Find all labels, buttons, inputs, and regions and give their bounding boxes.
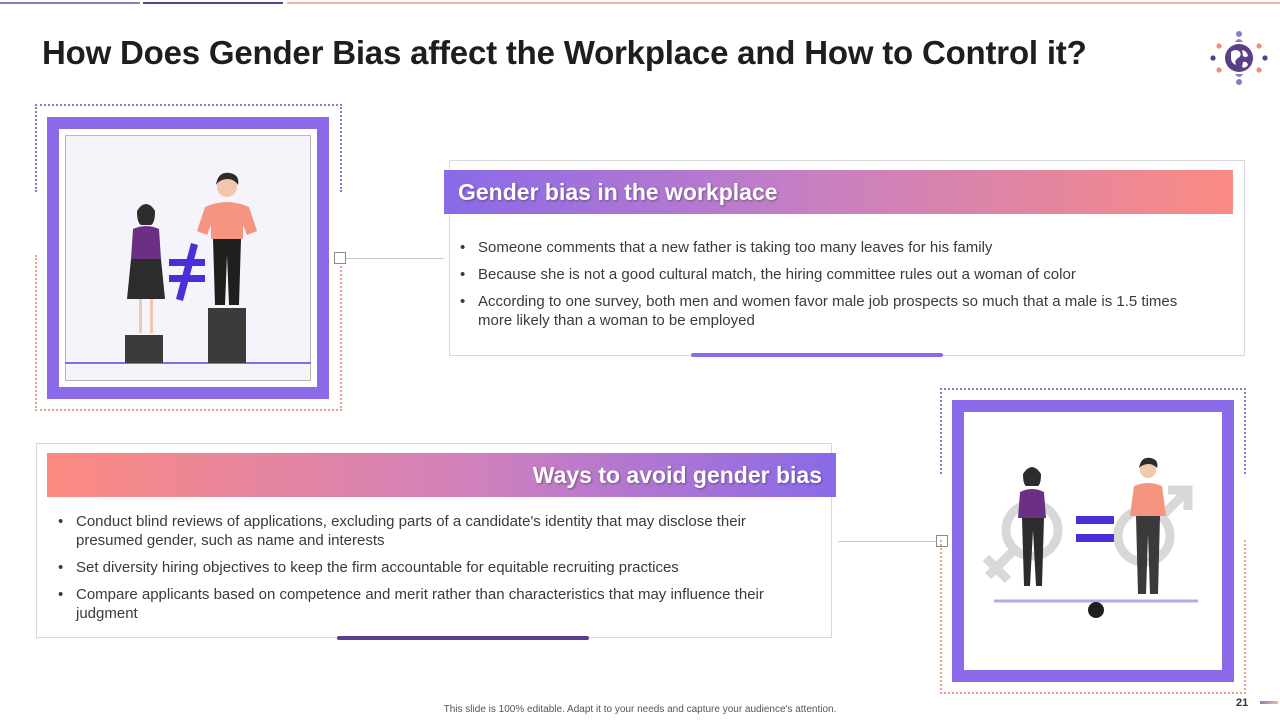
card-accent-bar bbox=[691, 353, 943, 357]
list-item: • Compare applicants based on competence and merit rather than characteristics that may influence their judgment bbox=[56, 585, 786, 623]
illustration-frame bbox=[952, 400, 1234, 682]
footer-note: This slide is 100% editable. Adapt it to your needs and capture your audience's attention. bbox=[443, 704, 837, 715]
page-number: 21 bbox=[1236, 697, 1249, 709]
list-item: • Set diversity hiring objectives to keep the firm accountable for equitable recruiting practices bbox=[56, 558, 786, 577]
top-accent-line bbox=[143, 2, 283, 4]
avoid-bias-list bbox=[56, 512, 786, 631]
globe-people-logo-icon bbox=[1207, 26, 1271, 90]
section-heading: Gender bias in the workplace bbox=[458, 178, 778, 205]
section-heading-bar bbox=[444, 170, 1233, 214]
connector-node bbox=[334, 252, 346, 264]
slide-title: How Does Gender Bias affect the Workplace and How to Control it? bbox=[42, 34, 1087, 71]
section-heading: Ways to avoid gender bias bbox=[532, 461, 822, 488]
page-accent-bar bbox=[1260, 701, 1278, 704]
connector-line bbox=[346, 258, 444, 259]
illustration-frame bbox=[47, 117, 329, 399]
list-item: • According to one survey, both men and women favor male job prospects so much that a male is 1.5 times more likely than a woman to be employed bbox=[458, 292, 1188, 330]
top-accent-line bbox=[287, 2, 1280, 4]
list-item: • Someone comments that a new father is taking too many leaves for his family bbox=[458, 238, 1188, 257]
list-item: • Because she is not a good cultural match, the hiring committee rules out a woman of color bbox=[458, 265, 1188, 284]
gender-bias-list bbox=[458, 238, 1188, 338]
gender-inequality-illustration bbox=[65, 135, 311, 381]
connector-line bbox=[838, 541, 936, 542]
section-heading-bar bbox=[47, 453, 836, 497]
gender-equality-illustration bbox=[964, 412, 1222, 670]
list-item: • Conduct blind reviews of applications, excluding parts of a candidate's identity that may disclose their presumed gender, such as name and interests bbox=[56, 512, 786, 550]
card-accent-bar bbox=[337, 636, 589, 640]
top-accent-line bbox=[0, 2, 140, 4]
